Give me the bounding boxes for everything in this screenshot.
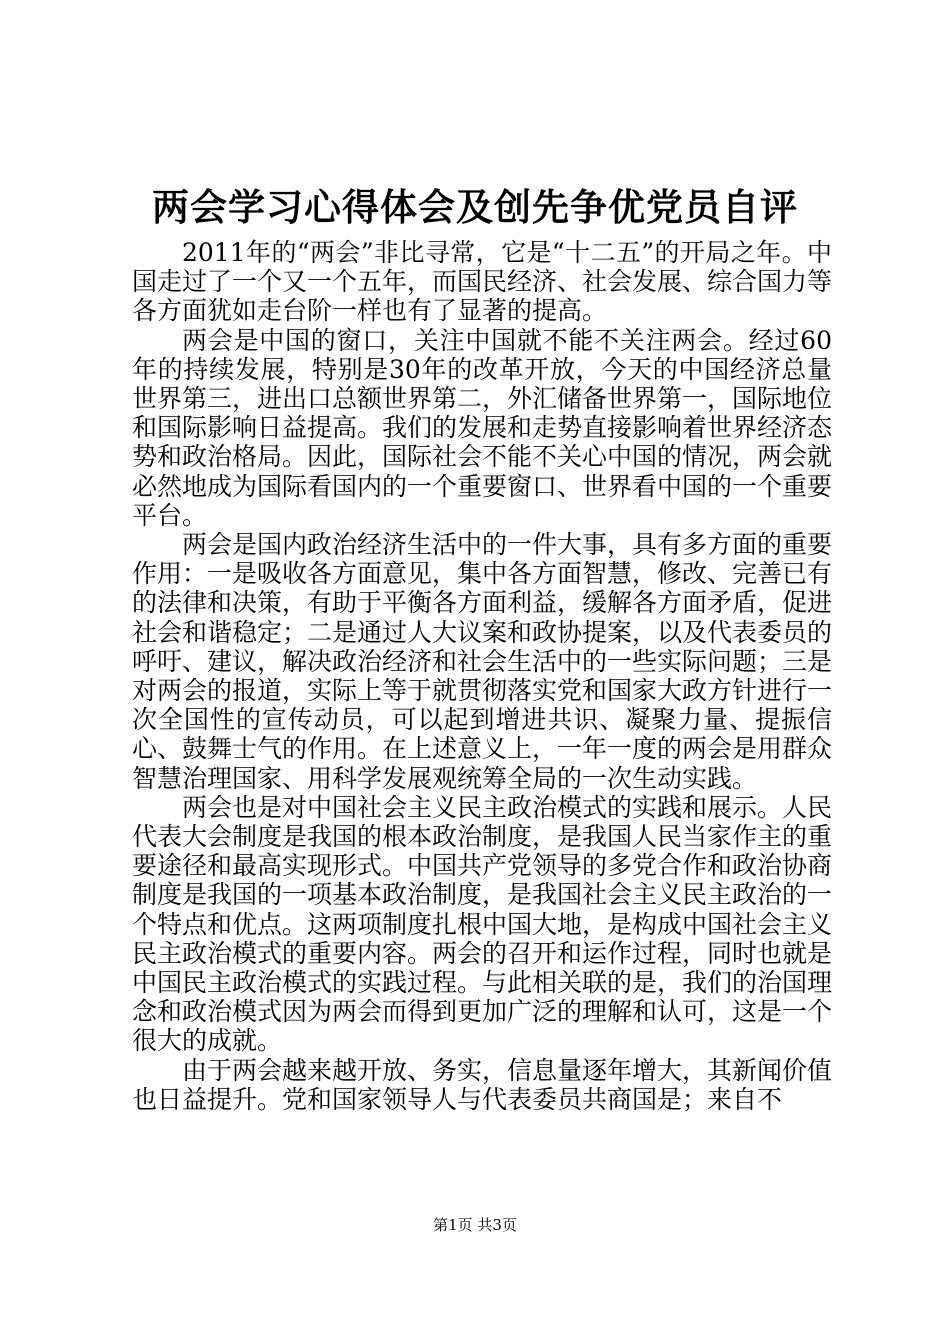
document-title: 两会学习心得体会及创先争优党员自评	[152, 185, 798, 229]
page-footer: 第1页 共3页	[433, 1216, 517, 1234]
paragraph: 两会也是对中国社会主义民主政治模式的实践和展示。人民代表大会制度是我国的根本政治制度，是我国人民当家作主的重要途径和最高实现形式。中国共产党领导的多党合作和政治协商制度是我国的一项基本政治制度，是我国社会主义民主政治的一个特点和优点。这两项制度扎根中国大地，是构成中国社会主义民主政治模式的重要内容。两会的召开和运作过程，同时也就是中国民主政治模式的实践过程。与此相关联的是，我们的治国理念和政治模式因为两会而得到更加广泛的理解和认可，这是一个很大的成就。	[132, 792, 833, 1056]
paragraph: 2011年的“两会”非比寻常，它是“十二五”的开局之年。中国走过了一个又一个五年，而国民经济、社会发展、综合国力等各方面犹如走台阶一样也有了显著的提高。	[132, 238, 833, 326]
document-body	[132, 238, 832, 1114]
paragraph: 两会是国内政治经济生活中的一件大事，具有多方面的重要作用：一是吸收各方面意见，集中各方面智慧，修改、完善已有的法律和决策，有助于平衡各方面利益，缓解各方面矛盾，促进社会和谐稳定；二是通过人大议案和政协提案，以及代表委员的呼吁、建议，解决政治经济和社会生活中的一些实际问题；三是对两会的报道，实际上等于就贯彻落实党和国家大政方针进行一次全国性的宣传动员，可以起到增进共识、凝聚力量、提振信心、鼓舞士气的作用。在上述意义上，一年一度的两会是用群众智慧治理国家、用科学发展观统筹全局的一次生动实践。	[132, 530, 833, 793]
paragraph: 两会是中国的窗口，关注中国就不能不关注两会。经过60年的持续发展，特别是30年的改革开放，今天的中国经济总量世界第三，进出口总额世界第二，外汇储备世界第一，国际地位和国际影响日益提高。我们的发展和走势直接影响着世界经济态势和政治格局。因此，国际社会不能不关心中国的情况，两会就必然地成为国际看国内的一个重要窗口、世界看中国的一个重要平台。	[132, 325, 833, 530]
paragraph: 由于两会越来越开放、务实，信息量逐年增大，其新闻价值也日益提升。党和国家领导人与代表委员共商国是；来自不	[132, 1055, 833, 1114]
